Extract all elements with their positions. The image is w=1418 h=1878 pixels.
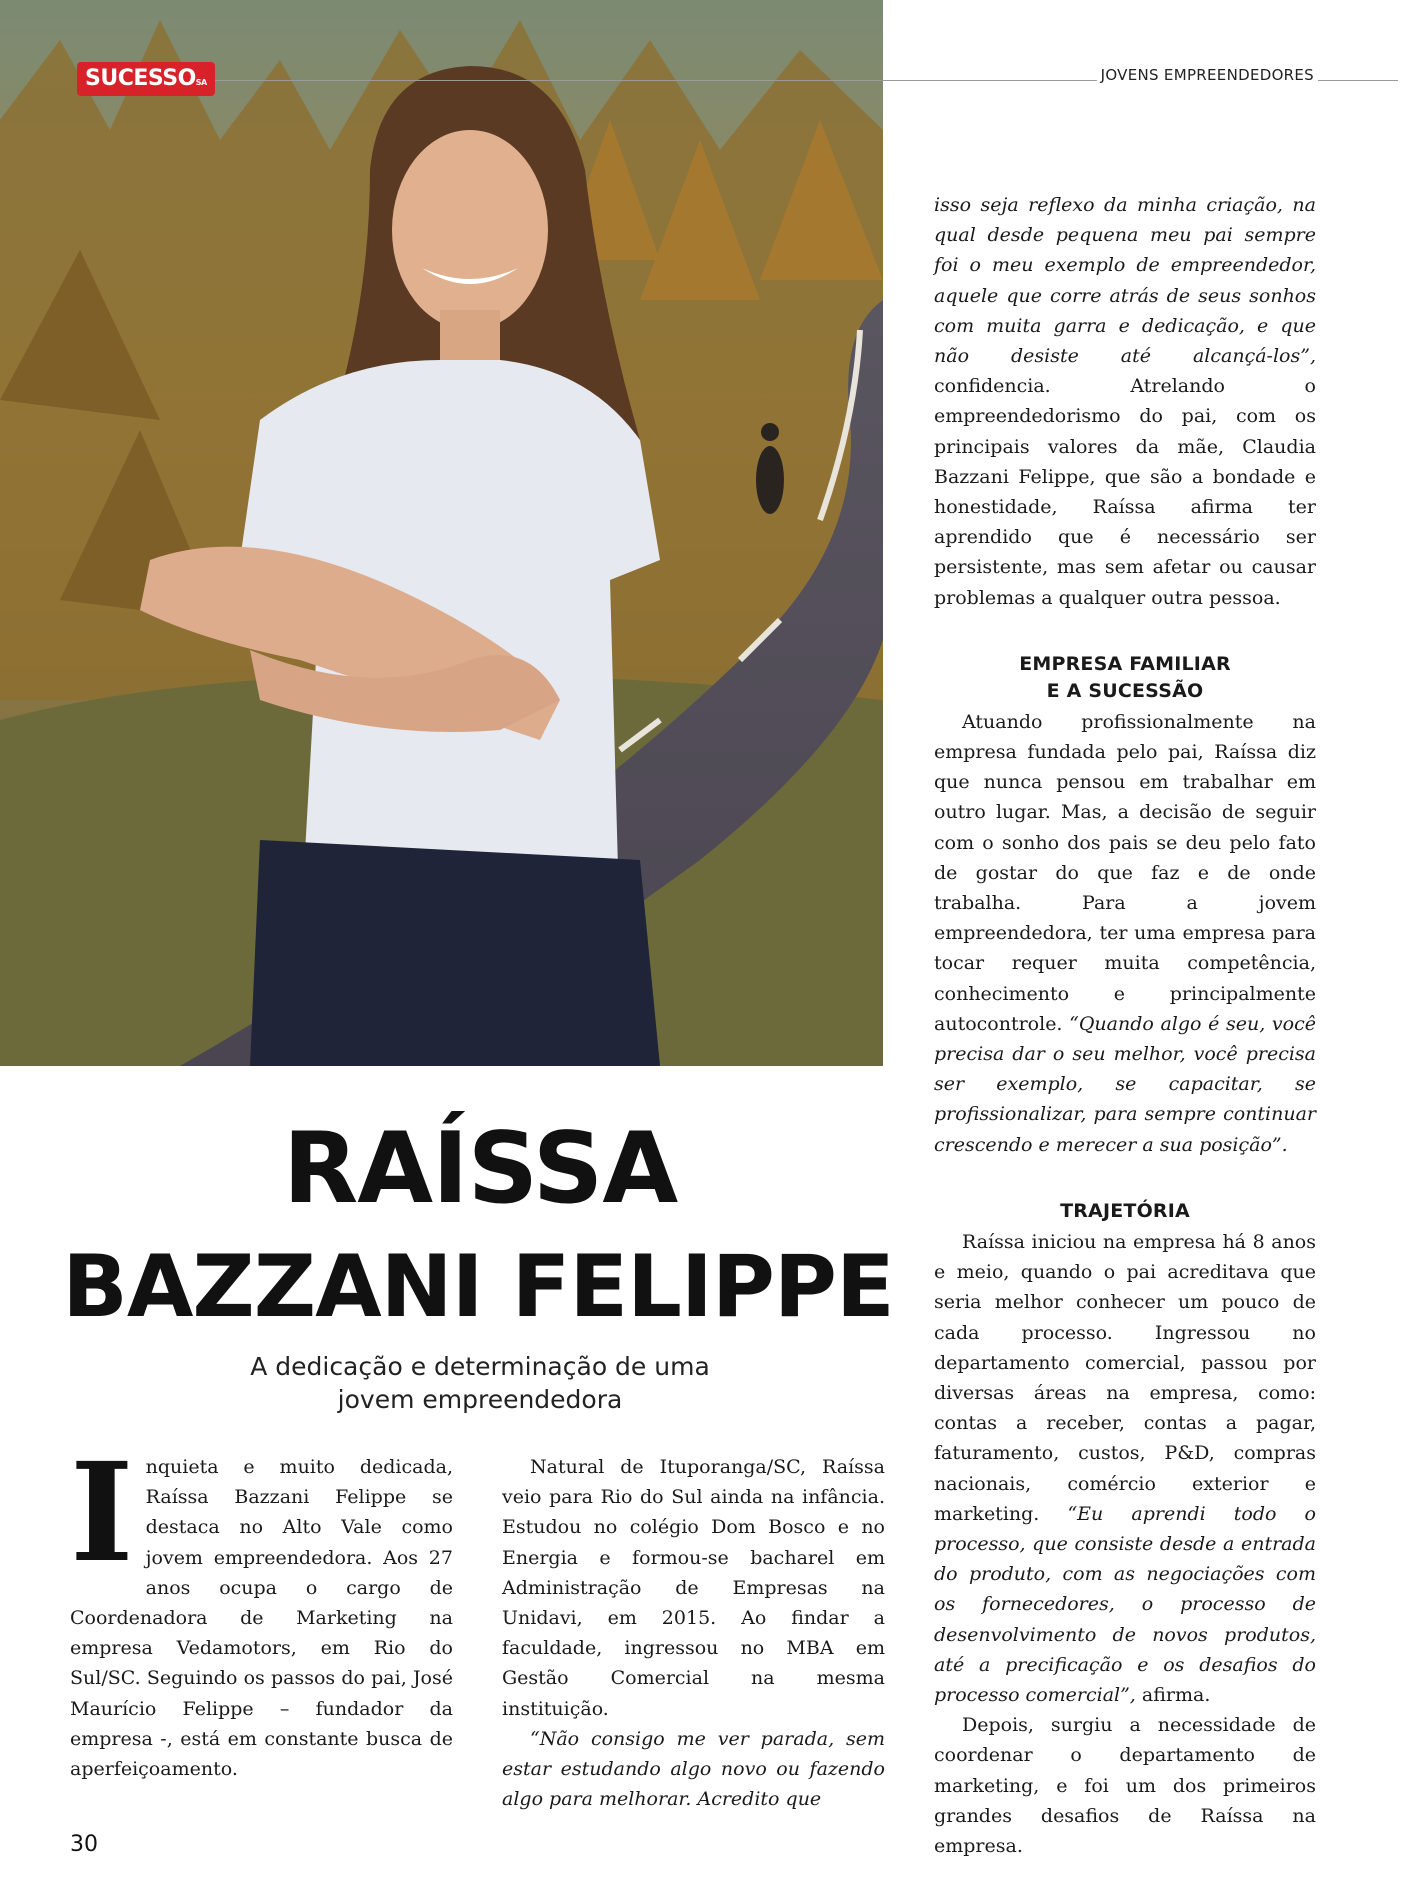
quote-text: isso seja reflexo da minha criação, na qual desde pequena meu pai sempre foi o meu exemplo de empreendedor, aquele que corre atrás de seus sonhos com muita garra e dedicação, e que não desiste até alcançá-los”, [934, 194, 1316, 368]
paragraph-intro-text: nquieta e muito dedicada, Raíssa Bazzani Felippe se destaca no Alto Vale como jovem empreendedora. Aos 27 anos ocupa o cargo de Coordenadora de Marketing na empresa Vedamotors, em Rio do Sul/SC. Seguindo os passos do pai, José Maurício Felippe – fundador da empresa -, está em constante busca de aperfeiçoamento. [70, 1456, 453, 1781]
paragraph-trajetoria [934, 1227, 1316, 1710]
column-3 [934, 190, 1316, 1861]
article-title-line-2: BAZZANI FELIPPE [62, 1237, 894, 1337]
paragraph-marketing: Depois, surgiu a necessidade de coordenar o departamento de marketing, e foi um dos primeiros grandes desafios de Raíssa na empresa. [934, 1714, 1316, 1857]
quote-text: “Não consigo me ver parada, sem estar estudando algo novo ou fazendo algo para melhorar. Acredito que [502, 1727, 885, 1811]
brand-suffix: SA [195, 78, 207, 87]
column-2 [502, 1452, 885, 1814]
paragraph-text: Raíssa iniciou na empresa há 8 anos e meio, quando o pai acreditava que seria melhor conhecer um pouco de cada processo. Ingressou no departamento comercial, passou por diversas áreas na empresa, como: contas a receber, contas a pagar, faturamento, custos, P&D, compras nacionais, comércio exterior e marketing. [934, 1230, 1316, 1525]
article-subtitle [180, 1350, 780, 1416]
quote-text: “Eu aprendi todo o processo, que consiste desde a entrada do produto, com as negociações com os fornecedores, o processo de desenvolvimento de novos produtos, até a precificação e os desafios do processo comercial”, [934, 1502, 1316, 1706]
paragraph-origin: Natural de Ituporanga/SC, Raíssa veio para Rio do Sul ainda na infância. Estudou no colégio Dom Bosco e no Energia e formou-se bacharel em Administração de Empresas na Unidavi, em 2015. Ao findar a faculdade, ingressou no MBA em Gestão Comercial na mesma instituição. [502, 1456, 885, 1720]
subtitle-line-1: A dedicação e determinação de uma [250, 1352, 710, 1381]
drop-cap: I [70, 1433, 134, 1593]
paragraph-empresa-familiar [934, 707, 1316, 1160]
paragraph-text: Atuando profissionalmente na empresa fundada pelo pai, Raíssa diz que nunca pensou em trabalhar em outro lugar. Mas, a decisão de seguir com o sonho dos pais se deu pelo fato de gostar do que faz e de onde trabalha. Para a jovem empreendedora, ter uma empresa para tocar requer muita competência, conhecimento e principalmente autocontrole. [934, 710, 1316, 1035]
brand-name: SUCESSO [85, 66, 196, 91]
page-number: 30 [70, 1832, 98, 1857]
section-heading-empresa-familiar [934, 651, 1316, 705]
section-heading-line-2: E A SUCESSÃO [1046, 679, 1204, 702]
section-heading-line-1: EMPRESA FAMILIAR [1019, 652, 1231, 675]
subtitle-line-2: jovem empreendedora [337, 1385, 623, 1414]
paragraph-intro [70, 1433, 453, 1784]
photo-illustration [0, 0, 883, 1066]
section-tag: JOVENS EMPREENDEDORES [1097, 66, 1318, 84]
quote-text: “Quando algo é seu, você precisa dar o seu melhor, você precisa ser exemplo, se capacitar, se profissionalizar, para sempre continuar crescendo e merecer a sua posição”. [934, 1012, 1316, 1156]
column-1 [70, 1433, 453, 1784]
paragraph-text-end: afirma. [1135, 1683, 1211, 1706]
portrait-photo [0, 0, 883, 1066]
paragraph-quote-start [502, 1724, 885, 1815]
section-heading-trajetoria: TRAJETÓRIA [1060, 1199, 1190, 1222]
paragraph-quote-continued [934, 190, 1316, 613]
brand-logo [77, 62, 215, 96]
article-title-line-1: RAÍSSA [282, 1112, 678, 1226]
paragraph-text: confidencia. Atrelando o empreendedorismo do pai, com os principais valores da mãe, Claudia Bazzani Felippe, que são a bondade e honestidade, Raíssa afirma ter aprendido que é necessário ser persistente, mas sem afetar ou causar problemas a qualquer outra pessoa. [934, 375, 1316, 609]
